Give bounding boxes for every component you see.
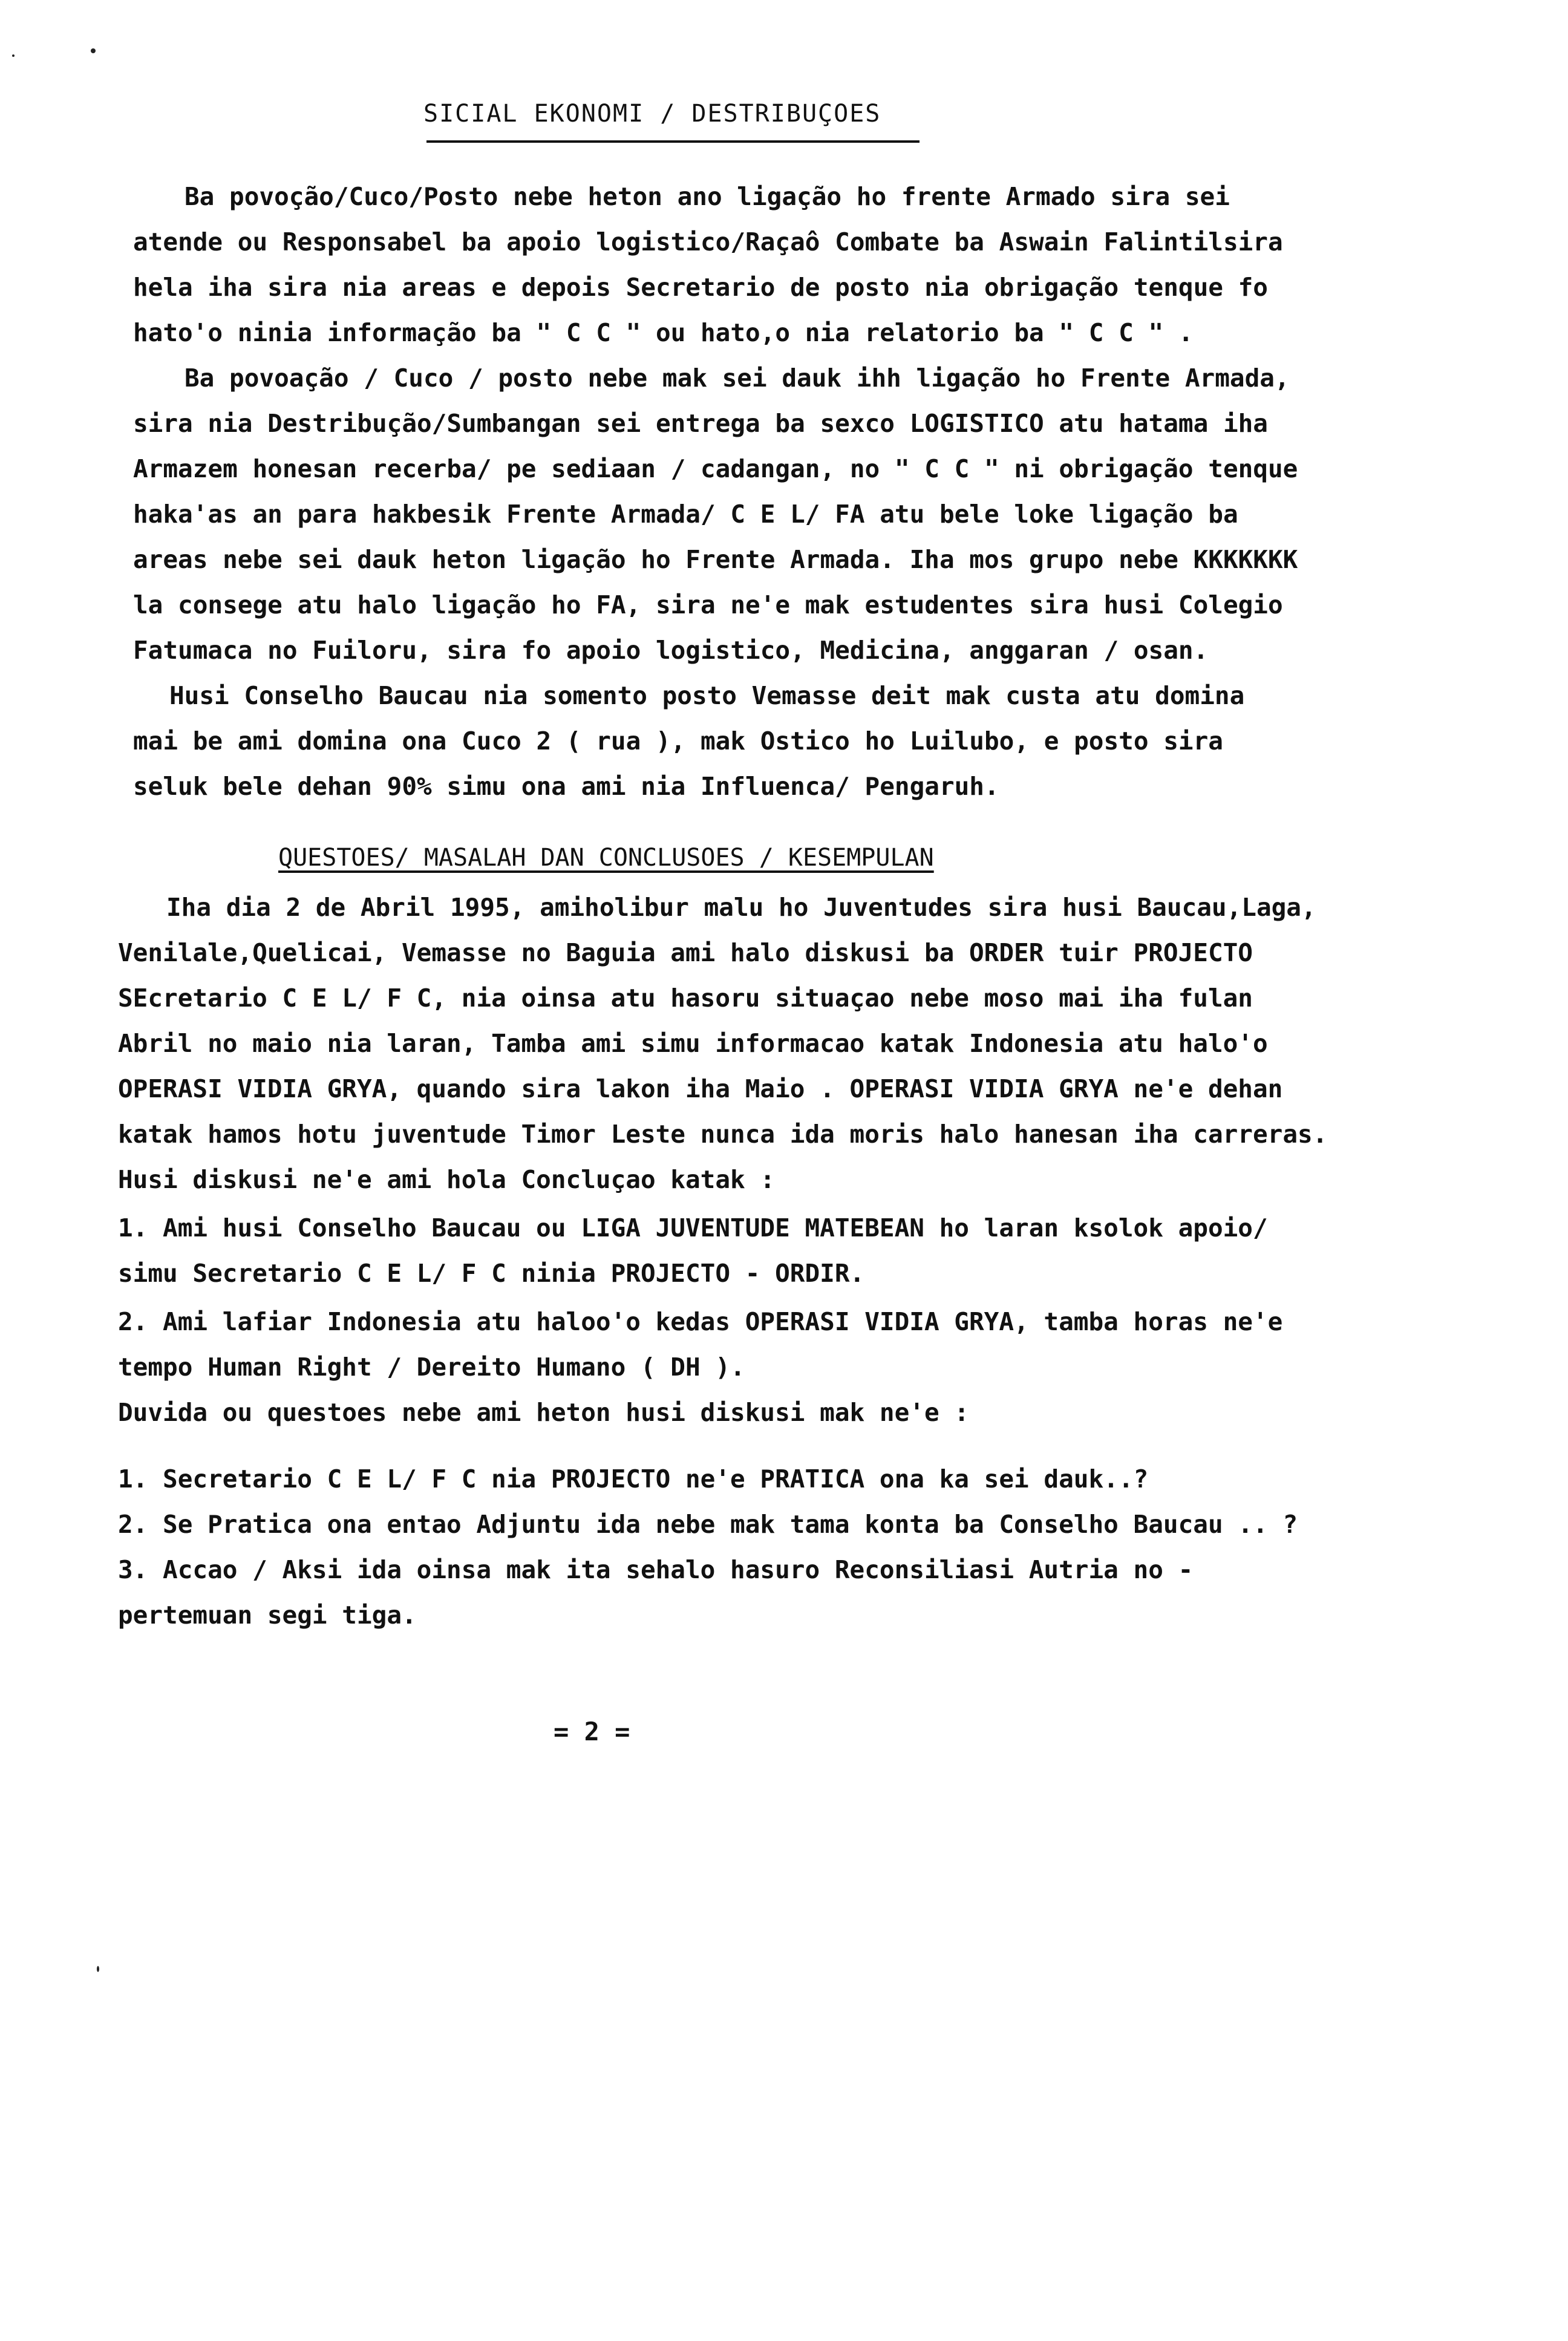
text-line: hato'o ninia informação ba " C C " ou hato,o nia relatorio ba " C C " . xyxy=(133,318,1194,347)
text-line: atende ou Responsabel ba apoio logistico/Raçaô Combate ba Aswain Falintilsira xyxy=(133,227,1283,256)
text-line: Fatumaca no Fuiloru, sira fo apoio logistico, Medicina, anggaran / osan. xyxy=(133,636,1209,665)
text-line: mai be ami domina ona Cuco 2 ( rua ), mak Ostico ho Luilubo, e posto sira xyxy=(133,726,1223,756)
text-line: Abril no maio nia laran, Tamba ami simu informacao katak Indonesia atu halo'o xyxy=(118,1029,1268,1058)
text-line: Venilale,Quelicai, Vemasse no Baguia ami halo diskusi ba ORDER tuir PROJECTO xyxy=(118,938,1253,967)
list-item: 2. Ami lafiar Indonesia atu haloo'o kedas OPERASI VIDIA GRYA, tamba horas ne'e xyxy=(118,1307,1283,1336)
text-line: sira nia Destribução/Sumbangan sei entrega ba sexco LOGISTICO atu hatama iha xyxy=(133,409,1268,438)
list-item: 2. Se Pratica ona entao Adjuntu ida nebe mak tama konta ba Conselho Baucau .. ? xyxy=(118,1510,1298,1539)
title-underline xyxy=(426,140,920,143)
text-line: Armazem honesan recerba/ pe sediaan / cadangan, no " C C " ni obrigação tenque xyxy=(133,454,1298,483)
text-line: hela iha sira nia areas e depois Secretario de posto nia obrigação tenque fo xyxy=(133,273,1268,302)
list-item-continuation: tempo Human Right / Dereito Humano ( DH ). xyxy=(118,1353,745,1382)
text-line: OPERASI VIDIA GRYA, quando sira lakon iha Maio . OPERASI VIDIA GRYA ne'e dehan xyxy=(118,1074,1283,1103)
list-item: 1. Ami husi Conselho Baucau ou LIGA JUVENTUDE MATEBEAN ho laran ksolok apoio/ xyxy=(118,1213,1268,1242)
text-line: seluk bele dehan 90% simu ona ami nia Influenca/ Pengaruh. xyxy=(133,772,999,801)
section-heading: QUESTOES/ MASALAH DAN CONCLUSOES / KESEMPULAN xyxy=(278,844,934,872)
list-item: 3. Accao / Aksi ida oinsa mak ita sehalo hasuro Reconsiliasi Autria no - xyxy=(118,1555,1194,1584)
text-line: katak hamos hotu juventude Timor Leste nunca ida moris halo hanesan iha carreras. xyxy=(118,1120,1328,1149)
scan-speck xyxy=(97,1966,99,1972)
page-number: = 2 = xyxy=(554,1717,630,1746)
list-item-continuation: pertemuan segi tiga. xyxy=(118,1601,417,1630)
scan-speck xyxy=(12,54,15,57)
text-line: areas nebe sei dauk heton ligação ho Frente Armada. Iha mos grupo nebe KKKKKKK xyxy=(133,545,1298,574)
text-line: haka'as an para hakbesik Frente Armada/ C E L/ FA atu bele loke ligação ba xyxy=(133,500,1238,529)
text-line: Ba povoção/Cuco/Posto nebe heton ano ligação ho frente Armado sira sei xyxy=(185,182,1230,211)
text-line: Husi diskusi ne'e ami hola Concluçao katak : xyxy=(118,1165,776,1194)
text-line: Duvida ou questoes nebe ami heton husi diskusi mak ne'e : xyxy=(118,1398,969,1427)
text-line: Husi Conselho Baucau nia somento posto Vemasse deit mak custa atu domina xyxy=(169,681,1245,710)
document-title: SICIAL EKONOMI / DESTRIBUÇOES xyxy=(423,100,881,128)
text-line: Iha dia 2 de Abril 1995, amiholibur malu ho Juventudes sira husi Baucau,Laga, xyxy=(166,893,1316,922)
scan-speck xyxy=(91,48,96,53)
text-line: SEcretario C E L/ F C, nia oinsa atu hasoru situaçao nebe moso mai iha fulan xyxy=(118,984,1253,1013)
text-line: la consege atu halo ligação ho FA, sira ne'e mak estudentes sira husi Colegio xyxy=(133,590,1283,619)
text-line: Ba povoação / Cuco / posto nebe mak sei dauk ihh ligação ho Frente Armada, xyxy=(185,364,1290,393)
list-item: 1. Secretario C E L/ F C nia PROJECTO ne'e PRATICA ona ka sei dauk..? xyxy=(118,1464,1149,1494)
list-item-continuation: simu Secretario C E L/ F C ninia PROJECTO - ORDIR. xyxy=(118,1259,865,1288)
